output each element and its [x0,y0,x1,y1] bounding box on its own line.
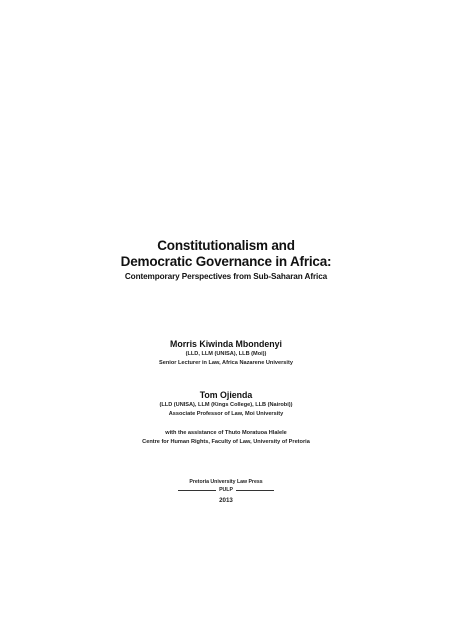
assistance-line-1: with the assistance of Thuto Moratuoa Hlalele [165,430,287,436]
publisher-abbr: PULP [219,487,233,493]
author-1-position: Senior Lecturer in Law, Africa Nazarene University [159,360,293,366]
author-2-position: Associate Professor of Law, Moi University [168,411,284,417]
author-2-degrees: (LLD (UNISA), LLM (Kings College), LLB (Nairobi)) [159,402,293,408]
book-title [0,238,452,270]
book-subtitle-text: Contemporary Perspectives from Sub-Saharan Africa [124,272,328,281]
book-title-line-1: Constitutionalism and [157,238,295,253]
publisher-imprint [0,478,452,494]
author-1 [0,338,452,368]
assistance-line-2: Centre for Human Rights, Faculty of Law, University of Pretoria [142,439,310,445]
publisher-abbr-row [0,486,452,494]
publisher-name: Pretoria University Law Press [189,479,263,485]
right-rule [236,490,274,491]
book-subtitle [0,271,452,282]
publication-year [0,496,452,505]
book-title-line-2: Democratic Governance in Africa: [120,254,332,269]
author-1-degrees: (LLD, LLM (UNISA), LLB (Moi)) [185,351,267,357]
author-1-name: Morris Kiwinda Mbondenyi [170,339,282,349]
author-2-name: Tom Ojienda [199,390,253,400]
left-rule [178,490,216,491]
publication-year-text: 2013 [219,497,233,504]
author-2 [0,389,452,419]
assistance-credit [0,429,452,447]
